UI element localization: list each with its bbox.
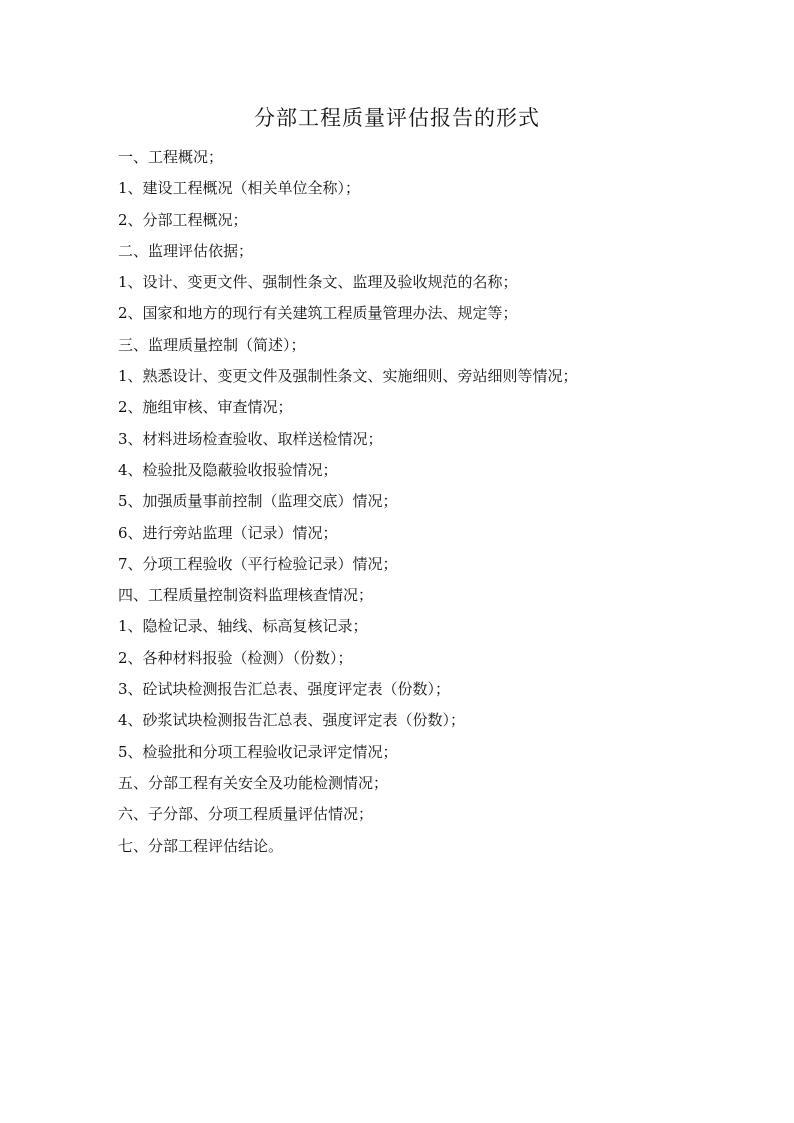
outline-line: 5、检验批和分项工程验收记录评定情况； <box>118 742 398 761</box>
outline-line: 2、各种材料报验（检测）（份数）； <box>118 648 353 667</box>
outline-line: 2、施组审核、审查情况； <box>118 398 293 417</box>
outline-line: 2、分部工程概况； <box>118 210 248 229</box>
outline-line: 5、加强质量事前控制（监理交底）情况； <box>118 492 398 511</box>
outline-line: 3、材料进场检查验收、取样送检情况； <box>118 429 383 448</box>
outline-line: 1、建设工程概况（相关单位全称）； <box>118 179 361 198</box>
outline-line: 6、进行旁站监理（记录）情况； <box>118 523 338 542</box>
outline-line: 1、隐检记录、轴线、标高复核记录； <box>118 617 368 636</box>
page-title: 分部工程质量评估报告的形式 <box>254 106 540 130</box>
outline-line: 二、监理评估依据； <box>118 241 254 260</box>
outline-line: 三、监理质量控制（简述）； <box>118 335 306 354</box>
outline-line: 五、分部工程有关安全及功能检测情况； <box>118 773 389 792</box>
outline-list <box>118 142 758 862</box>
outline-line: 2、国家和地方的现行有关建筑工程质量管理办法、规定等； <box>118 304 518 323</box>
outline-line: 7、分项工程验收（平行检验记录）情况； <box>118 554 398 573</box>
outline-line: 一、工程概况； <box>118 148 224 166</box>
outline-line: 四、工程质量控制资料监理核查情况； <box>118 586 374 605</box>
outline-line: 1、熟悉设计、变更文件及强制性条文、实施细则、旁站细则等情况； <box>118 367 578 386</box>
outline-line: 七、分部工程评估结论。 <box>118 836 284 855</box>
outline-line: 4、砂浆试块检测报告汇总表、强度评定表（份数）； <box>118 711 466 730</box>
outline-line: 六、子分部、分项工程质量评估情况； <box>118 805 374 824</box>
outline-line: 3、砼试块检测报告汇总表、强度评定表（份数）； <box>118 680 451 699</box>
outline-line: 1、设计、变更文件、强制性条文、监理及验收规范的名称； <box>118 273 518 292</box>
outline-line: 4、检验批及隐蔽验收报验情况； <box>118 460 338 479</box>
